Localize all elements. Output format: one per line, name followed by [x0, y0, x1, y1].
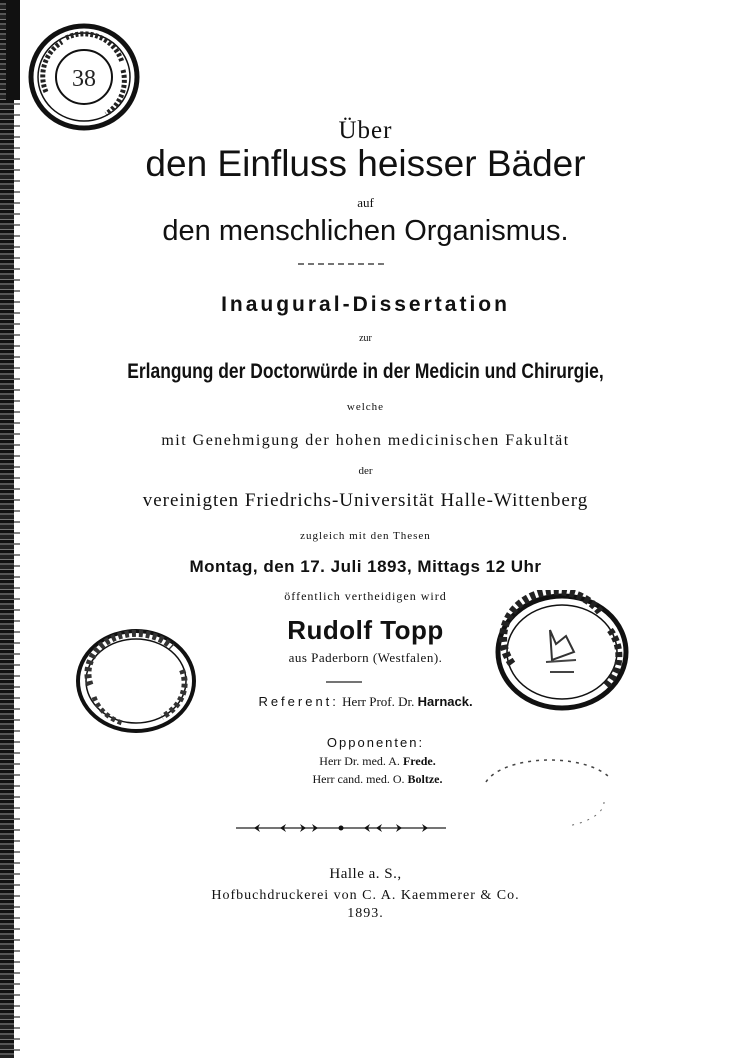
imprint-place: Halle a. S., [329, 866, 402, 882]
referent-prefix: Herr Prof. Dr. [342, 694, 415, 709]
binding-tab [6, 0, 20, 100]
imprint-printer: Hofbuchdruckerei von C. A. Kaemmerer & Co. [211, 888, 520, 903]
text-zugleich: zugleich mit den Thesen [300, 530, 431, 542]
text-der: der [358, 465, 373, 477]
author-origin: aus Paderborn (Westfalen). [288, 650, 443, 665]
referent-label: Referent: [258, 694, 339, 709]
title-line-uber: Über [338, 117, 393, 144]
opponent-item [0, 754, 731, 769]
referent-line [0, 694, 731, 710]
stamp-number: 38 [72, 66, 96, 92]
opponents-label: Opponenten: [326, 735, 425, 750]
text-welche: welche [346, 401, 385, 413]
dissertation-purpose: Erlangung der Doctorwürde in der Medicin und Chirurgie, [127, 360, 604, 383]
title-main: den Einfluss heisser Bäder [145, 143, 586, 184]
opponent-prefix: Herr cand. med. O. [312, 772, 405, 786]
author-rule [326, 680, 362, 684]
title-rule [298, 262, 388, 266]
title-line-auf: auf [357, 195, 374, 210]
text-zur: zur [359, 333, 372, 344]
defense-date: Montag, den 17. Juli 1893, Mittags 12 Uhr [189, 557, 542, 576]
library-stamp-top-left [26, 22, 144, 132]
imprint-year: 1893. [347, 906, 384, 921]
title-subtitle: den menschlichen Organismus. [162, 215, 569, 247]
ornamental-divider [236, 822, 446, 834]
opponent-item [0, 772, 731, 787]
opponent-prefix: Herr Dr. med. A. [319, 754, 400, 768]
referent-name: Harnack. [417, 694, 473, 709]
dissertation-heading: Inaugural-Dissertation [221, 293, 510, 316]
text-defend: öffentlich vertheidigen wird [284, 589, 447, 603]
university-name: vereinigten Friedrichs-Universität Halle-Wittenberg [142, 490, 589, 511]
faculty-approval: mit Genehmigung der hohen medicinischen Fakultät [161, 432, 570, 449]
opponent-name: Boltze. [407, 772, 443, 786]
opponent-name: Frede. [402, 754, 436, 768]
author-name: Rudolf Topp [287, 615, 444, 645]
